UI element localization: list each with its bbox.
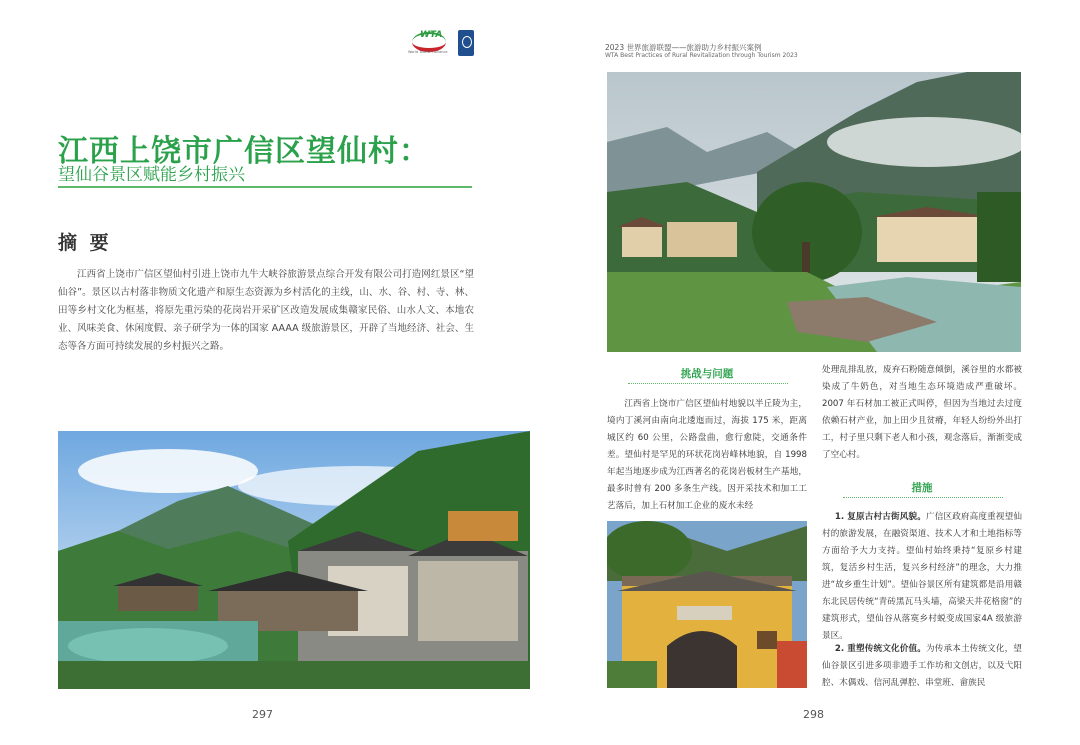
page-title: 江西上饶市广信区望仙村： xyxy=(58,134,430,169)
challenges-text-continued: 处理乱排乱放，废弃石粉随意倾倒，溪谷里的水都被染成了牛奶色，对当地生态环境造成严重破坏。2007 年石材加工被正式叫停，但因为当地过去过度依赖石材产业，加上田少且贫瘠，年轻人纷纷外出打工，村子里只剩下老人和小孩，观念落后，渐渐变成了空心村。 xyxy=(822,365,1022,460)
section-divider xyxy=(843,497,1003,498)
measure-1-title: 1. 复原古村古街风貌。 xyxy=(834,512,926,522)
yellow-building-photo xyxy=(607,521,807,688)
measure-2 xyxy=(822,641,1022,692)
page-subtitle: 望仙谷景区赋能乡村振兴 xyxy=(58,165,245,185)
measure-2-title: 2. 重塑传统文化价值。 xyxy=(834,644,926,654)
logo-caption: World Tourism Alliance xyxy=(408,50,448,54)
misty-village-photo xyxy=(607,72,1021,352)
section-heading-challenges: 挑战与问题 xyxy=(680,368,734,380)
logo-wta-text: WTA xyxy=(420,30,443,40)
page-number: 297 xyxy=(252,708,273,721)
abstract-text: 江西省上饶市广信区望仙村引进上饶市九牛大峡谷旅游景点综合开发有限公司打造网红景区“望仙谷”。景区以古村落非物质文化遗产和原生态资源为乡村活化的主线，山、水、谷、村、寺、林、田等乡村文化为框基，将原先重污染的花岗岩开采矿区改造发展成集赣家民俗、山水人文、本地农业、风味美食、休闲度假、亲子研学为一体的国家 AAAA 级旅游景区，开辟了当地经济、社会、生态等各方面可持续发展的乡村振兴之路。 xyxy=(58,269,474,352)
partner-logo-icon xyxy=(458,30,474,56)
right-page xyxy=(540,0,1080,745)
measure-1 xyxy=(822,509,1022,645)
village-landscape-photo xyxy=(58,431,530,689)
section-heading-measures: 措施 xyxy=(911,482,933,494)
measure-2-text: 为传承本土传统文化，望仙谷景区引进多项非遗手工作坊和文创店，以及弋阳腔、木偶戏、信河乱弹腔、串堂班、畲族民 xyxy=(822,644,1022,688)
running-header-cn: 2023 世界旅游联盟——旅游助力乡村振兴案例 xyxy=(605,43,762,52)
section-divider xyxy=(628,383,788,384)
title-divider xyxy=(58,186,472,188)
challenges-text: 江西省上饶市广信区望仙村地貌以半丘陵为主，境内丁溪河由南向北逶迤而过，海拔 175 米，距离城区约 60 公里，公路盘曲，愈行愈陡，交通条件差。望仙村是罕见的环状花岗岩峰林地貌，自 1998 年起当地逐步成为江西著名的花岗岩板材生产基地，最多时曾有 200 多条生产线。因开采技术和加工工艺落后，加上石材加工企业的废水未经 xyxy=(607,399,807,511)
abstract-heading: 摘 要 xyxy=(58,232,112,254)
measure-1-text: 广信区政府高度重视望仙村的旅游发展，在融资渠道、技术人才和土地指标等方面给予大力支持。望仙村始终秉持“复原乡村建筑，复活乡村生活，复兴乡村经济”的理念，大力推进“故乡重生计划”。望仙谷景区所有建筑都是沿用赣东北民居传统“青砖黑瓦马头墙，高梁天井花格窗”的建筑形式，望仙谷从落寞乡村蜕变成国家4A 级旅游景区。 xyxy=(822,512,1022,641)
page-number: 298 xyxy=(803,708,824,721)
running-header-en: WTA Best Practices of Rural Revitalization through Tourism 2023 xyxy=(605,52,798,59)
